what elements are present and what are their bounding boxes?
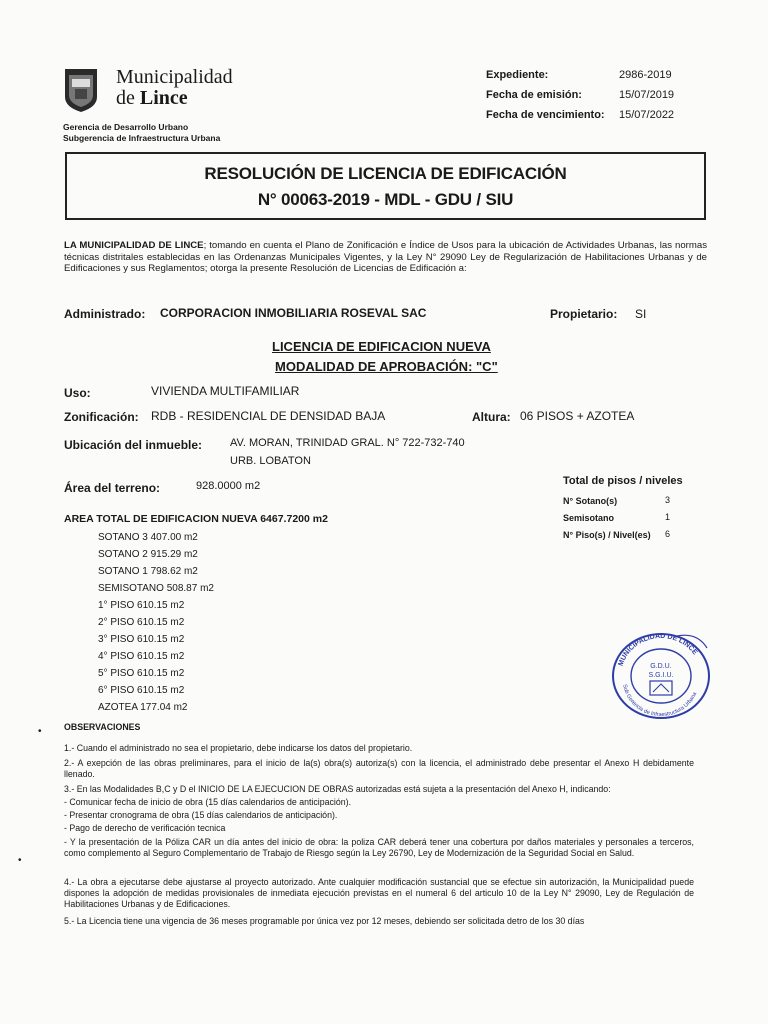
pisos-value: 6 <box>665 529 671 539</box>
document-title: RESOLUCIÓN DE LICENCIA DE EDIFICACIÓN <box>204 164 567 183</box>
emision-label: Fecha de emisión: <box>486 89 582 101</box>
area-item: 1° PISO 610.15 m2 <box>98 600 185 611</box>
official-stamp <box>607 628 715 720</box>
expediente-value: 2986-2019 <box>619 69 672 81</box>
intro-paragraph <box>64 240 707 275</box>
area-terreno-value: 928.0000 m2 <box>196 480 261 492</box>
area-item: 3° PISO 610.15 m2 <box>98 634 185 645</box>
ubicacion-label: Ubicación del inmueble: <box>64 438 203 452</box>
observacion-item: - Presentar cronograma de obra (15 días calendarios de anticipación). <box>64 810 338 820</box>
area-item: SOTANO 3 407.00 m2 <box>98 532 198 543</box>
municipality-name <box>116 67 233 109</box>
stamp-ring-text: MUNICIPALIDAD DE LINCE <box>617 632 699 667</box>
area-item: SOTANO 1 798.62 m2 <box>98 566 198 577</box>
altura-label: Altura: <box>472 410 511 424</box>
area-item: SEMISOTANO 508.87 m2 <box>98 583 214 594</box>
observacion-item: 1.- Cuando el administrado no sea el propietario, debe indicarse los datos del propietario. <box>64 743 413 753</box>
subgerencia-label: Subgerencia de Infraestructura Urbana <box>63 133 221 143</box>
observacion-item: - Pago de derecho de verificación tecnica <box>64 823 226 833</box>
municipality-name-bold: Lince <box>139 87 188 109</box>
semisotano-value: 1 <box>665 512 671 522</box>
observaciones-title: OBSERVACIONES <box>64 722 141 732</box>
observacion-item: 2.- A exepción de las obras preliminares, para el inicio de la(s) obra(s) autoriza(s) con la licencia, el administrado debe presentar el Anexo H debidamente llenado. <box>64 758 694 780</box>
pisos-label: N° Piso(s) / Nivel(es) <box>563 530 651 540</box>
observacion-item: - Y la presentación de la Póliza CAR un día antes del inicio de obra: la poliza CAR deberá tener una cobertura por daños materiales y personales a terceros, como complemento al Seguro Complementario de Trabajo de Riesgo según la Ley 26790, Ley de Modernización de la Seguridad Social en Salud. <box>64 837 694 859</box>
licencia-title: LICENCIA DE EDIFICACION NUEVA <box>272 339 491 354</box>
emision-value: 15/07/2019 <box>619 89 675 101</box>
area-item: 6° PISO 610.15 m2 <box>98 685 185 696</box>
pisos-title: Total de pisos / niveles <box>563 475 683 487</box>
municipality-name-prefix: de <box>116 87 140 109</box>
sotanos-label: N° Sotano(s) <box>563 496 618 506</box>
area-item: 4° PISO 610.15 m2 <box>98 651 185 662</box>
area-item: AZOTEA 177.04 m2 <box>98 702 188 713</box>
observacion-item: 4.- La obra a ejecutarse debe ajustarse al proyecto autorizado. Ante cualquier modificación sustancial que se efectue sin autorización, la Municipalidad puede dispones la adopción de medidas provisionales de inmediata ejecución previstas en el numeral 6 del articulo 10 de la Ley N° 29090, Ley de Regulación de Habilitaciones Urbanas y de Edificaciones. <box>64 877 694 910</box>
intro-lead: LA MUNICIPALIDAD DE LINCE <box>64 240 204 251</box>
semisotano-label: Semisotano <box>563 513 615 523</box>
area-item: SOTANO 2 915.29 m2 <box>98 549 198 560</box>
ubicacion-line1: AV. MORAN, TRINIDAD GRAL. N° 722-732-740 <box>230 437 465 449</box>
propietario-label: Propietario: <box>550 307 618 321</box>
expediente-label: Expediente: <box>486 69 549 81</box>
sotanos-value: 3 <box>665 495 671 505</box>
uso-value: VIVIENDA MULTIFAMILIAR <box>151 384 300 398</box>
area-item: 5° PISO 610.15 m2 <box>98 668 185 679</box>
scan-mark: • <box>38 726 42 737</box>
stamp-line1: G.D.U. <box>650 663 672 670</box>
resolution-number: N° 00063-2019 - MDL - GDU / SIU <box>257 190 514 209</box>
observacion-item: 3.- En las Modalidades B,C y D el INICIO DE LA EJECUCION DE OBRAS autorizadas está sujeta a la presentación del Anexo H, indicando: <box>64 784 611 794</box>
municipal-logo <box>63 67 99 113</box>
modalidad-title: MODALIDAD DE APROBACIÓN: "C" <box>275 359 498 374</box>
observacion-item: - Comunicar fecha de inicio de obra (15 días calendarios de anticipación). <box>64 797 352 807</box>
propietario-value: SI <box>635 307 647 321</box>
vencimiento-label: Fecha de vencimiento: <box>486 109 605 121</box>
vencimiento-value: 15/07/2022 <box>619 109 675 121</box>
area-total: AREA TOTAL DE EDIFICACION NUEVA 6467.7200 m2 <box>64 513 328 525</box>
zonificacion-label: Zonificación: <box>64 410 139 424</box>
stamp-bottom-text: Sub Gerencia de Infraestructura Urbana <box>621 683 699 719</box>
altura-value: 06 PISOS + AZOTEA <box>520 409 635 423</box>
intro-text: ; tomando en cuenta el Plano de Zonificación e Índice de Usos para la ubicación de Actividades Urbanas, las normas técnicas distritales establecidas en las Ordenanzas Municipales Vigentes, y la Ley N° 29090 Ley de Regularización de Habilitaciones Urbanas y de Edificaciones y sus Reglamentos; otorga la presente Resolución de Licencias de Edificación a: <box>64 240 707 274</box>
scan-mark: • <box>18 855 22 866</box>
ubicacion-line2: URB. LOBATON <box>230 455 311 467</box>
administrado-value: CORPORACION INMOBILIARIA ROSEVAL SAC <box>160 306 427 320</box>
gerencia-label: Gerencia de Desarrollo Urbano <box>63 122 189 132</box>
area-terreno-label: Área del terreno: <box>64 481 161 495</box>
zonificacion-value: RDB - RESIDENCIAL DE DENSIDAD BAJA <box>151 409 386 423</box>
observacion-item: 5.- La Licencia tiene una vigencia de 36 meses programable por única vez por 12 meses, debiendo ser solicitada detro de los 30 días <box>64 916 585 926</box>
municipality-name-line1: Municipalidad <box>116 66 233 88</box>
area-item: 2° PISO 610.15 m2 <box>98 617 185 628</box>
stamp-line2: S.G.I.U. <box>648 672 674 679</box>
uso-label: Uso: <box>64 386 91 400</box>
title-box <box>65 152 706 220</box>
administrado-label: Administrado: <box>64 307 146 321</box>
